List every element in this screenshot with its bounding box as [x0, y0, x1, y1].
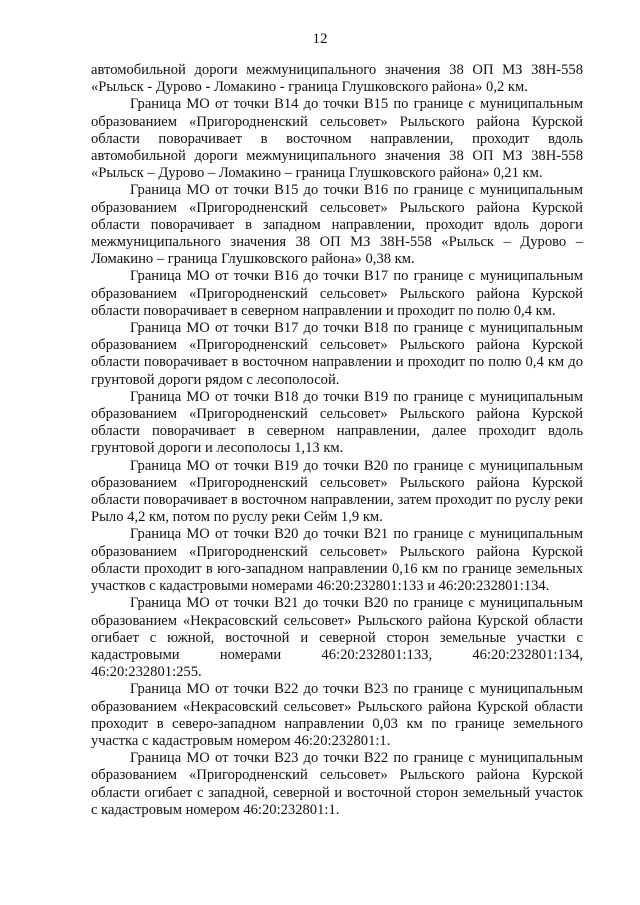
paragraph-b20-b21: Граница МО от точки В20 до точки В21 по границе с муниципальным образованием «Пригородненский сельсовет» Рыльского района Курской области проходит в юго-западном направлении 0,16 км по границе земельных участков с кадастровыми номерами 46:20:232801:133 и 46:20:232801:134. — [91, 526, 583, 595]
paragraph-b21-b20: Граница МО от точки В21 до точки В20 по границе с муниципальным образованием «Некрасовский сельсовет» Рыльского района Курской области огибает с южной, восточной и северной сторон земельные участки с кадастровыми номерами 46:20:232801:133, 46:20:232801:134, 46:20:232801:255. — [91, 595, 583, 681]
paragraph-b22-b23: Граница МО от точки В22 до точки В23 по границе с муниципальным образованием «Некрасовский сельсовет» Рыльского района Курской области проходит в северо-западном направлении 0,03 км по границе земельного участка с кадастровым номером 46:20:232801:1. — [91, 681, 583, 749]
paragraph-b15-b16: Граница МО от точки В15 до точки В16 по границе с муниципальным образованием «Пригородненский сельсовет» Рыльского района Курской области поворачивает в западном направлении, проходит вдоль дороги межмуниципального значения 38 ОП МЗ 38Н-558 «Рыльск – Дурово – Ломакино – граница Глушковского района» 0,38 км. — [91, 182, 583, 268]
document-body — [91, 62, 583, 819]
paragraph-b18-b19: Граница МО от точки В18 до точки В19 по границе с муниципальным образованием «Пригородненский сельсовет» Рыльского района Курской области поворачивает в северном направлении, далее проходит вдоль грунтовой дороги и лесополосы 1,13 км. — [91, 388, 583, 457]
paragraph-continuation: автомобильной дороги межмуниципального значения 38 ОП МЗ 38Н-558 «Рыльск - Дурово - Ломакино - граница Глушковского района» 0,2 км. — [91, 62, 583, 96]
paragraph-b23-b22: Граница МО от точки В23 до точки В22 по границе с муниципальным образованием «Пригородненский сельсовет» Рыльского района Курской области огибает с западной, северной и восточной сторон земельный участок с кадастровым номером 46:20:232801:1. — [91, 750, 583, 818]
paragraph-b17-b18: Граница МО от точки В17 до точки В18 по границе с муниципальным образованием «Пригородненский сельсовет» Рыльского района Курской области поворачивает в восточном направлении и проходит по полю 0,4 км до грунтовой дороги рядом с лесополосой. — [91, 320, 583, 388]
paragraph-b16-b17: Граница МО от точки В16 до точки В17 по границе с муниципальным образованием «Пригородненский сельсовет» Рыльского района Курской области поворачивает в северном направлении и проходит по полю 0,4 км. — [91, 268, 583, 319]
paragraph-b19-b20: Граница МО от точки В19 до точки В20 по границе с муниципальным образованием «Пригородненский сельсовет» Рыльского района Курской области поворачивает в восточном направлении, затем проходит по руслу реки Рыло 4,2 км, потом по руслу реки Сейм 1,9 км. — [91, 457, 583, 526]
paragraph-b14-b15: Граница МО от точки В14 до точки В15 по границе с муниципальным образованием «Пригородненский сельсовет» Рыльского района Курской области поворачивает в восточном направлении, проходит вдоль автомобильной дороги межмуниципального значения 38 ОП МЗ 38Н-558 «Рыльск – Дурово – Ломакино – граница Глушковского района» 0,21 км. — [91, 96, 583, 182]
page-number: 12 — [312, 31, 328, 47]
